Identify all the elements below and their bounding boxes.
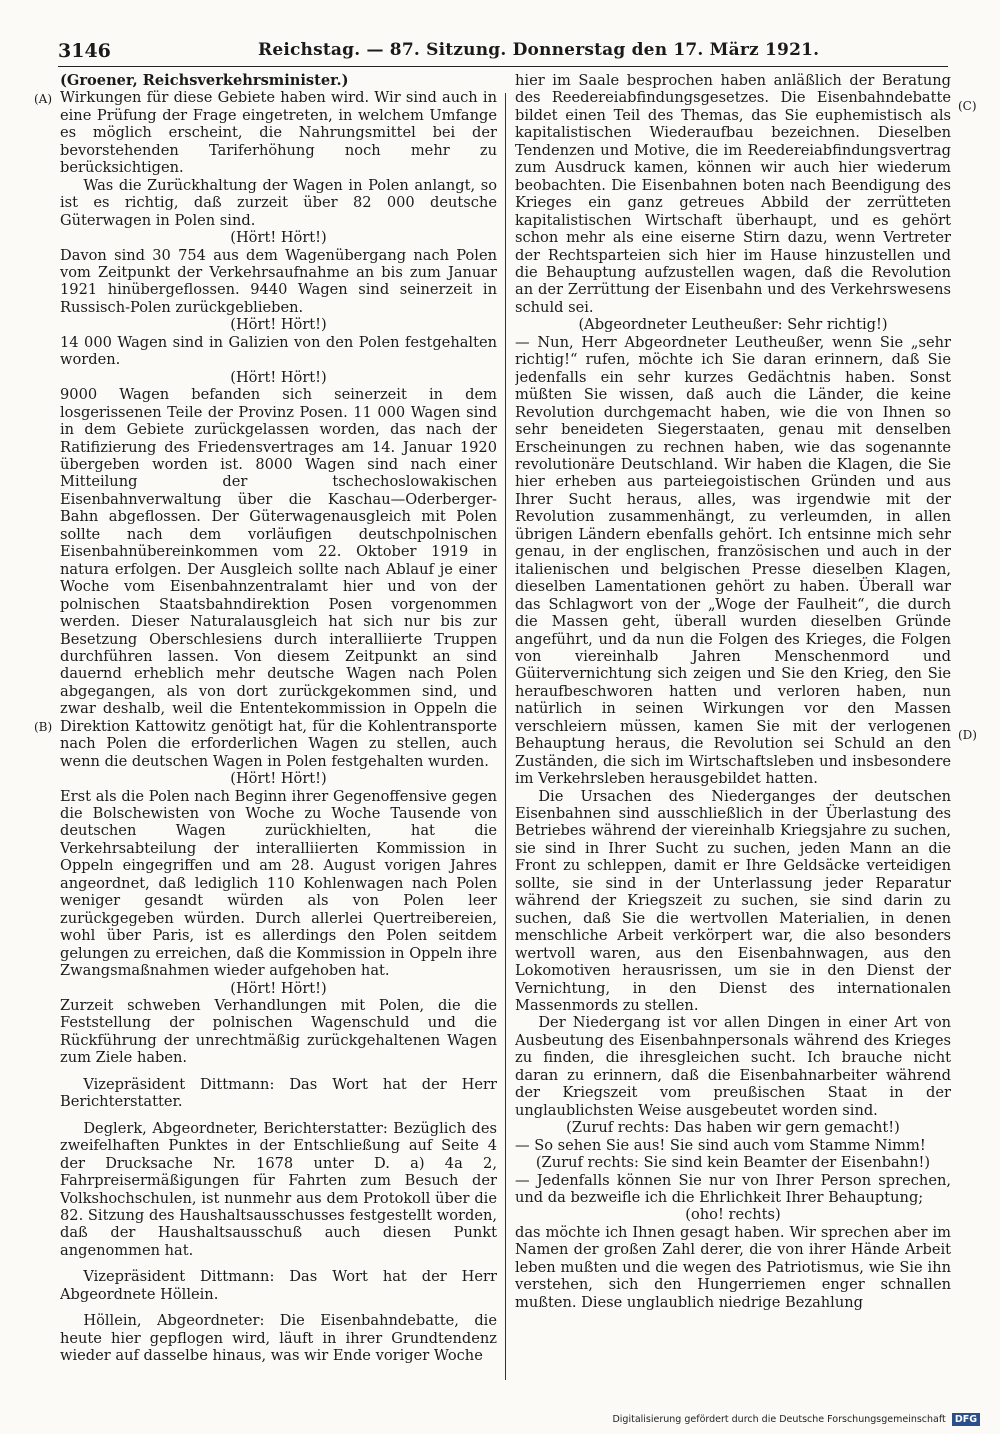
- interjection: (Abgeordneter Leutheußer: Sehr richtig!): [578, 316, 888, 334]
- column-divider: [505, 93, 506, 1380]
- dfg-logo: DFG: [952, 1413, 980, 1426]
- paragraph: 14 000 Wagen sind in Galizien von den Polen festgehalten worden.: [60, 333, 497, 369]
- interjection: (oho! rechts): [685, 1206, 781, 1224]
- footer-text: Digitalisierung gefördert durch die Deutsche Forschungsgemeinschaft: [612, 1414, 946, 1425]
- speaker-paragraph: Vizepräsident Dittmann: Das Wort hat der Herr Berichterstatter.: [60, 1075, 497, 1111]
- speaker-paragraph: Deglerk, Abgeordneter, Berichterstatter: Bezüglich des zweifelhaften Punktes in der Entschließung auf Seite 4 der Drucksache Nr. 1678 unter D. a) 4a 2, Fahrpreisermäßigungen für Fahrten zum Besuch der Volkshochschulen, ist nunmehr aus dem Protokoll über die 82. Sitzung des Haushaltsausschusses festgestellt worden, daß der Haushaltsausschuß auch diesen Punkt angenommen hat.: [60, 1119, 497, 1259]
- interjection: (Zuruf rechts: Sie sind kein Beamter der Eisenbahn!): [535, 1154, 931, 1172]
- margin-mark-d: (D): [958, 728, 977, 742]
- paragraph: Erst als die Polen nach Beginn ihrer Gegenoffensive gegen die Bolschewisten von Woche zu Woche Tausende von deutschen Wagen zurückhielten, hat die Verkehrsabteilung der interalliierten Kommission in Oppeln eingegriffen und am 28. August vorigen Jahres angeordnet, daß lediglich 110 Kohlenwagen nach Polen weniger gesandt würden als von Polen leer zurückgegeben würden. Durch allerlei Quertreibereien, wohl über Paris, ist es allerdings den Polen seitdem gelungen zu erreichen, daß die Kommission in Oppeln ihre Zwangsmaßnahmen wieder aufgehoben hat.: [60, 787, 497, 980]
- interjection: (Zuruf rechts: Das haben wir gern gemacht!): [566, 1119, 900, 1137]
- speaker-paragraph: Höllein, Abgeordneter: Die Eisenbahndebatte, die heute hier gepflogen wird, läuft in ihrer Grundtendenz wieder auf dasselbe hinaus, was wir Ende voriger Woche: [60, 1312, 497, 1365]
- paragraph: Wirkungen für diese Gebiete haben wird. Wir sind auch in eine Prüfung der Frage eingetreten, in welchem Umfange es möglich erscheint, die Nahrungsmittel bei der bevorstehenden Tariferhöhung noch mehr zu berücksichtigen.: [60, 89, 497, 177]
- page-number: 3146: [58, 40, 111, 62]
- paragraph: Zurzeit schweben Verhandlungen mit Polen, die die Feststellung der polnischen Wagenschuld und die Rückführung der unrechtmäßig zurückgehaltenen Wagen zum Ziele haben.: [60, 997, 497, 1067]
- paragraph: Was die Zurückhaltung der Wagen in Polen anlangt, so ist es richtig, daß zurzeit über 82 000 deutsche Güterwagen in Polen sind.: [60, 176, 497, 229]
- interjection: (Hört! Hört!): [230, 368, 327, 386]
- paragraph: Die Ursachen des Niederganges der deutschen Eisenbahnen sind ausschließlich in der Überlastung des Betriebes während der viereinhalb Kriegsjahre zu suchen, sie sind in Ihrer Sucht zu suchen, jeden Mann an die Front zu schleppen, damit er Ihre Geldsäcke verteidigen sollte, sie sind in der Unterlassung jeder Reparatur während der Kriegszeit zu suchen, sie sind darin zu suchen, daß Sie die wertvollen Materialien, in denen menschliche Arbeit verkörpert war, die also besonders wertvoll waren, aus den Eisenbahnwagen, aus den Lokomotiven herausrissen, um sie in den Dienst der Vernichtung, in den Dienst des internationalen Massenmords zu stellen.: [515, 787, 951, 1015]
- right-column: [515, 72, 951, 1384]
- paragraph: hier im Saale besprochen haben anläßlich der Beratung des Reedereiabfindungsgesetzes. Die Eisenbahndebatte bildet einen Teil des Themas, das Sie euphemistisch als kapitalistischen Wiederaufbau bezeichnen. Dieselben Tendenzen und Motive, die im Reedereiabfindungsvertrag zum Ausdruck kamen, können wir auch hier wiederum beobachten. Die Eisenbahnen boten nach Beendigung des Krieges ein ganz getreues Abbild der zerrütteten kapitalistischen Wirtschaft überhaupt, und es gehört schon mehr als eine eiserne Stirn dazu, wenn Vertreter der Rechtsparteien sich hier im Hause hinzustellen und die Behauptung aufzustellen wagen, daß die Revolution an der Zerrüttung der Eisenbahn und des Verkehrswesens schuld sei.: [515, 72, 951, 316]
- paragraph: Der Niedergang ist vor allen Dingen in einer Art von Ausbeutung des Eisenbahnpersonals während des Krieges zu finden, die ihresgleichen sucht. Ich brauche nicht daran zu erinnern, daß die Eisenbahnarbeiter während der Kriegszeit vom preußischen Staat in der unglaublichsten Weise ausgebeutet worden sind.: [515, 1014, 951, 1119]
- paragraph: — Jedenfalls können Sie nur von Ihrer Person sprechen, und da bezweifle ich die Ehrlichkeit Ihrer Behauptung;: [515, 1171, 951, 1206]
- interjection: (Hört! Hört!): [230, 316, 327, 334]
- interjection: (Hört! Hört!): [230, 229, 327, 247]
- margin-mark-a: (A): [34, 92, 53, 106]
- left-column: [60, 72, 497, 1384]
- interjection: (Hört! Hört!): [230, 979, 327, 997]
- paragraph: das möchte ich Ihnen gesagt haben. Wir sprechen aber im Namen der großen Zahl derer, die von ihrer Hände Arbeit leben mußten und die wegen des Patriotismus, wie Sie ihn verstehen, sich den Hungerriemen enger schnallen mußten. Diese unglaublich niedrige Bezahlung: [515, 1223, 951, 1311]
- paragraph: Davon sind 30 754 aus dem Wagenübergang nach Polen vom Zeitpunkt der Verkehrsaufnahme an bis zum Januar 1921 hinübergeflossen. 9440 Wagen sind seinerzeit in Russisch-Polen zurückgeblieben.: [60, 246, 497, 316]
- margin-mark-c: (C): [958, 99, 977, 113]
- digitization-footer: [612, 1413, 980, 1426]
- interjection: (Hört! Hört!): [230, 770, 327, 788]
- speaker-paragraph: Vizepräsident Dittmann: Das Wort hat der Herr Abgeordnete Höllein.: [60, 1268, 497, 1303]
- paragraph: 9000 Wagen befanden sich seinerzeit in dem losgerissenen Teile der Provinz Posen. 11 000 Wagen sind in dem Gebiete zurückgelassen worden, das nach der Ratifizierung des Friedensvertrages am 14. Januar 1920 übergeben worden ist. 8000 Wagen sind nach einer Mitteilung der tschechoslowakischen Eisenbahnverwaltung über die Kaschau—Oderberger-Bahn abgeflossen. Der Güterwagenausgleich mit Polen sollte nach dem vorläufigen deutschpolnischen Eisenbahnübereinkommen vom 22. Oktober 1919 in natura erfolgen. Der Ausgleich sollte nach Ablauf je einer Woche vom Eisenbahnzentralamt hier und von der polnischen Staatsbahndirektion Posen vorgenommen werden. Dieser Naturalausgleich hat sich nur bis zur Besetzung Oberschlesiens durch interalliierte Truppen durchführen lassen. Von diesem Zeitpunkt an sind dauernd erheblich mehr deutsche Wagen nach Polen abgegangen, als von dort zurückgekommen sind, und zwar deshalb, weil die Ententekommission in Oppeln die Direktion Kattowitz genötigt hat, für die Kohlentransporte nach Polen die erforderlichen Wagen zu stellen, auch wenn die deutschen Wagen in Polen festgehalten wurden.: [60, 386, 497, 770]
- speaker-attribution: (Groener, Reichsverkehrsminister.): [60, 72, 349, 89]
- page-header: [58, 40, 948, 67]
- paragraph: — So sehen Sie aus! Sie sind auch vom Stamme Nimm!: [515, 1136, 926, 1154]
- margin-mark-b: (B): [34, 720, 53, 734]
- running-title: Reichstag. — 87. Sitzung. Donnerstag den 17. März 1921.: [258, 40, 820, 60]
- paragraph: — Nun, Herr Abgeordneter Leutheußer, wenn Sie „sehr richtig!“ rufen, möchte ich Sie daran erinnern, daß Sie jedenfalls ein sehr kurzes Gedächtnis haben. Sonst müßten Sie wissen, daß auch die Länder, die keine Revolution durchgemacht haben, wie die von Ihnen so sehr beneideten Siegerstaaten, genau mit denselben Erscheinungen zu rechnen haben, wie das sogenannte revolutionäre Deutschland. Wir haben die Klagen, die Sie hier erheben aus parteiegoistischen Gründen und aus Ihrer Sucht heraus, alles, was irgendwie mit der Revolution zusammenhängt, zu verleumden, in allen übrigen Ländern ebenfalls gehört. Ich entsinne mich sehr genau, in der englischen, französischen und auch in der italienischen und belgischen Presse dieselben Klagen, dieselben Lamentationen gehört zu haben. Überall war das Schlagwort von der „Woge der Faulheit“, die durch die Massen geht, überall wurden dieselben Gründe angeführt, und da nun die Folgen des Krieges, die Folgen von viereinhalb Jahren Menschenmord und Güitervernichtung sich zeigen und Sie den Krieg, den Sie heraufbeschworen hatten und verloren haben, nun natürlich in seinen Wirkungen vor den Massen verschleiern müssen, kamen Sie mit der verlogenen Behauptung heraus, die Revolution sei Schuld an den Zuständen, die sich im Wirtschaftsleben und insbesondere im Verkehrsleben herausgebildet hatten.: [515, 333, 951, 788]
